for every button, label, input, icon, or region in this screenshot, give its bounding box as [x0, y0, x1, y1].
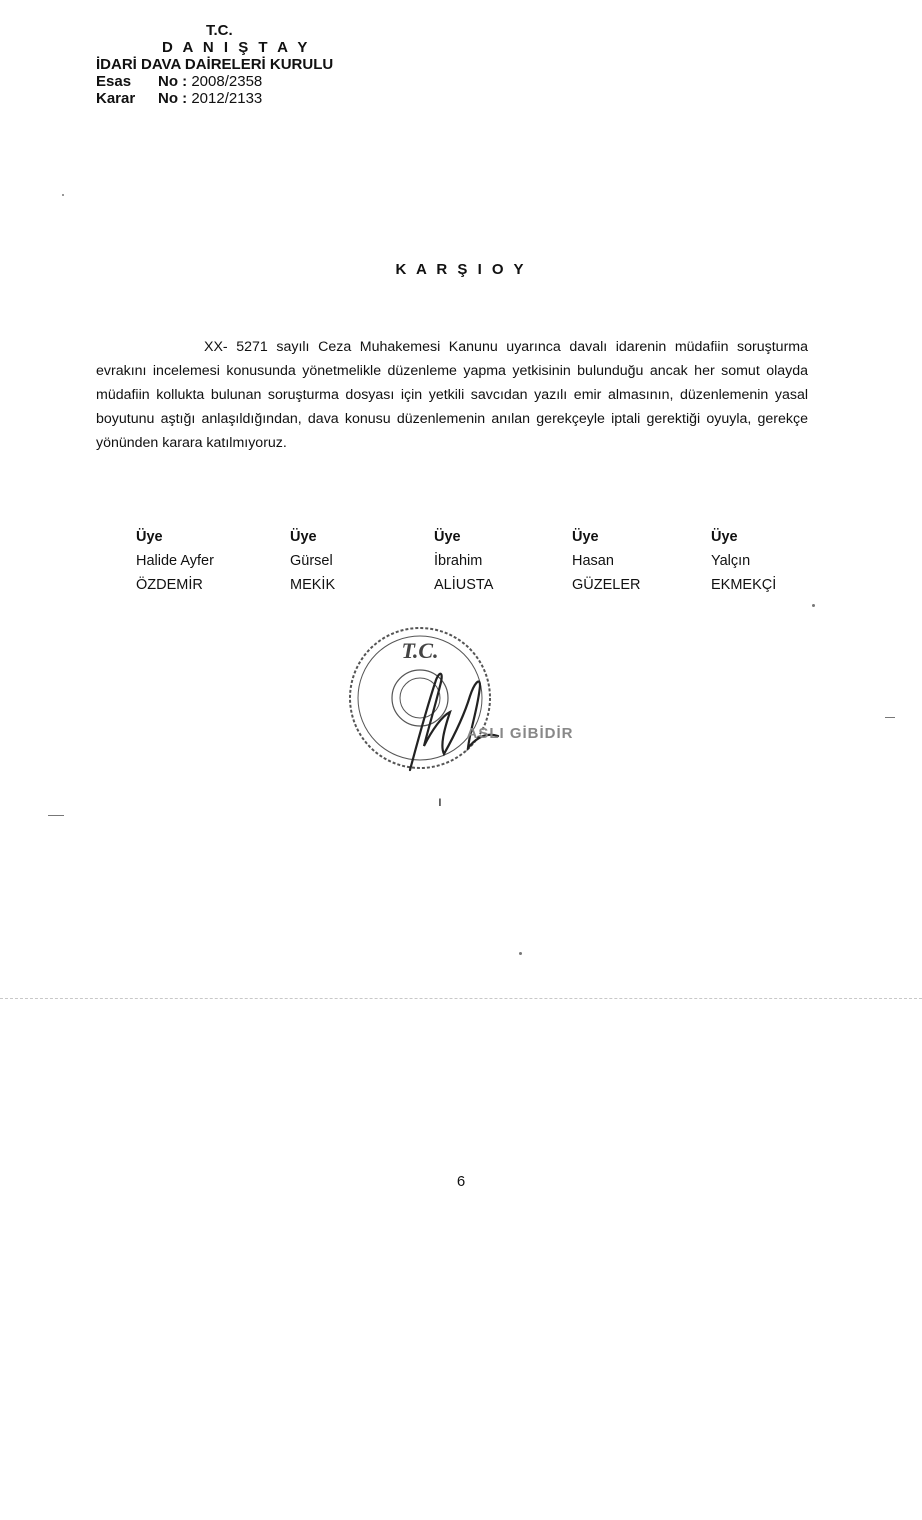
esas-no-label: No : [158, 73, 188, 90]
signer-first-name: Yalçın [711, 553, 751, 569]
signer-role: Üye [572, 529, 599, 545]
header-court-name: D A N I Ş T A Y [162, 39, 311, 56]
dissent-paragraph: XX- 5271 sayılı Ceza Muhakemesi Kanunu uyarınca davalı idarenin müdafiin soruşturma evrakını incelemesi konusunda yönetmelikle düzenleme yapma yetkisinin bulunduğu ancak her somut olayda müdafiin kollukta bulunan soruşturma dosyası için yetkili savcıdan yazılı emir almasının, düzenlemenin yasal boyutunu aştığı anlaşıldığından, dava konusu düzenlemenin anılan gerekçeyle iptali gerektiği oyuyla, gerekçe yönünden karara katılmıyoruz. [96, 339, 808, 451]
signer-last-name: ALİUSTA [434, 577, 494, 593]
signer-first-name: İbrahim [434, 553, 483, 569]
signer-last-name: ÖZDEMİR [136, 577, 203, 593]
signer-last-name: EKMEKÇİ [711, 577, 777, 593]
signer-role: Üye [434, 529, 461, 545]
certified-copy-overprint: ASLI GİBİDİR [466, 725, 574, 742]
signer-3 [434, 525, 574, 597]
scan-artifact-line [0, 998, 922, 1000]
signer-first-name: Hasan [572, 553, 614, 569]
document-header [96, 22, 333, 107]
handwritten-signature [410, 674, 498, 770]
karar-number: 2012/2133 [191, 90, 263, 107]
signer-2 [290, 525, 430, 597]
scan-speck [885, 717, 895, 718]
scan-speck [519, 952, 522, 955]
signer-first-name: Gürsel [290, 553, 333, 569]
signer-role: Üye [290, 529, 317, 545]
signer-1 [136, 525, 276, 597]
signer-last-name: GÜZELER [572, 577, 641, 593]
scan-speck [48, 815, 64, 816]
header-tc: T.C. [206, 22, 233, 39]
scan-speck [812, 604, 815, 607]
official-seal-stamp [340, 620, 574, 780]
esas-label: Esas [96, 73, 132, 90]
header-board-name: İDARİ DAVA DAİRELERİ KURULU [96, 56, 334, 73]
scan-speck [62, 194, 64, 196]
karar-label: Karar [96, 90, 136, 107]
tick-mark: ı [438, 793, 442, 809]
signer-5 [711, 525, 851, 597]
document-title: K A R Ş I O Y [395, 261, 527, 278]
signer-role: Üye [136, 529, 163, 545]
signer-4 [572, 525, 712, 597]
seal-tc-text: T.C. [401, 638, 439, 663]
page-number: 6 [456, 1173, 466, 1190]
signer-role: Üye [711, 529, 738, 545]
karar-no-label: No : [158, 90, 188, 107]
signer-last-name: MEKİK [290, 577, 336, 593]
esas-number: 2008/2358 [191, 73, 263, 90]
header-esas-row [96, 73, 333, 90]
signer-first-name: Halide Ayfer [136, 553, 214, 569]
header-karar-row [96, 90, 333, 107]
